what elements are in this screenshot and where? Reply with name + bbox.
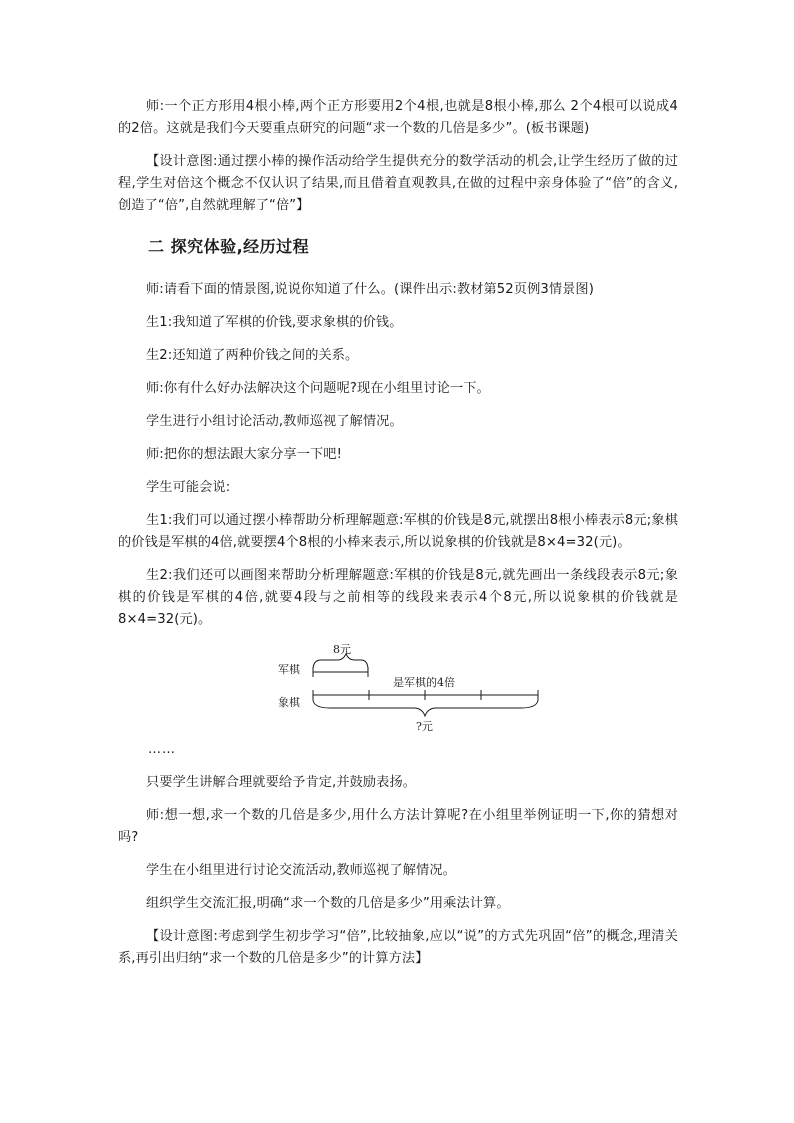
top-brace: [313, 654, 368, 670]
document-page: [118, 96, 678, 981]
paragraph-report: 组织学生交流汇报,明确“求一个数的几倍是多少”用乘法计算。: [146, 896, 510, 911]
question-yuan-label: ?元: [416, 720, 433, 733]
paragraph-teacher-question: 师:你有什么好办法解决这个问题呢?现在小组里讨论一下。: [146, 381, 490, 396]
xiangqi-label: 象棋: [278, 696, 300, 709]
four-times-label: 是军棋的4倍: [393, 676, 455, 689]
paragraph-intro: 师:一个正方形用4根小棒,两个正方形要用2个4根,也就是8根小棒,那么 2个4根可以说成4的2倍。这就是我们今天要重点研究的问题“求一个数的几倍是多少”。(板书课题): [118, 99, 678, 136]
junqi-label: 军棋: [278, 663, 300, 676]
paragraph-students-may-say: 学生可能会说:: [146, 480, 231, 495]
eight-yuan-label: 8元: [333, 643, 351, 656]
paragraph-teacher-prompt: 师:请看下面的情景图,说说你知道了什么。(课件出示:教材第52页例3情景图): [146, 282, 594, 297]
paragraph-group-exchange: 学生在小组里进行讨论交流活动,教师巡视了解情况。: [146, 863, 456, 878]
paragraph-student1-method: 生1:我们可以通过摆小棒帮助分析理解题意:军棋的价钱是8元,就摆出8根小棒表示8元;象棋的价钱是军棋的4倍,就要摆4个8根的小棒来表示,所以说象棋的价钱就是8×4=32(元)。: [118, 513, 678, 550]
design-intent-1: 【设计意图:通过摆小棒的操作活动给学生提供充分的数学活动的机会,让学生经历了做的过程,学生对倍这个概念不仅认识了结果,而且借着直观教具,在做的过程中亲身体验了“倍”的含义,创造了“倍”,自然就理解了“倍”】: [118, 154, 678, 213]
diagram-svg: [118, 642, 678, 734]
line-segment-diagram: [118, 642, 678, 734]
paragraph-share: 师:把你的想法跟大家分享一下吧!: [146, 447, 342, 462]
paragraph-group-discussion: 学生进行小组讨论活动,教师巡视了解情况。: [146, 414, 403, 429]
design-intent-2: 【设计意图:考虑到学生初步学习“倍”,比较抽象,应以“说”的方式先巩固“倍”的概念,理清关系,再引出归纳“求一个数的几倍是多少”的计算方法】: [118, 929, 678, 966]
ellipsis: ……: [148, 742, 176, 757]
section-heading: 二 探究体验,经历过程: [148, 237, 310, 256]
paragraph-praise: 只要学生讲解合理就要给予肯定,并鼓励表扬。: [146, 775, 417, 790]
bottom-brace: [313, 700, 538, 716]
paragraph-student2-answer: 生2:还知道了两种价钱之间的关系。: [146, 348, 359, 363]
paragraph-teacher-think: 师:想一想,求一个数的几倍是多少,用什么方法计算呢?在小组里举例证明一下,你的猜想对吗?: [118, 808, 678, 845]
paragraph-student1-answer: 生1:我知道了军棋的价钱,要求象棋的价钱。: [146, 315, 403, 330]
paragraph-student2-method: 生2:我们还可以画图来帮助分析理解题意:军棋的价钱是8元,就先画出一条线段表示8元;象棋的价钱是军棋的4倍,就要4段与之前相等的线段来表示4个8元,所以说象棋的价钱就是8×4=32(元)。: [118, 568, 678, 627]
